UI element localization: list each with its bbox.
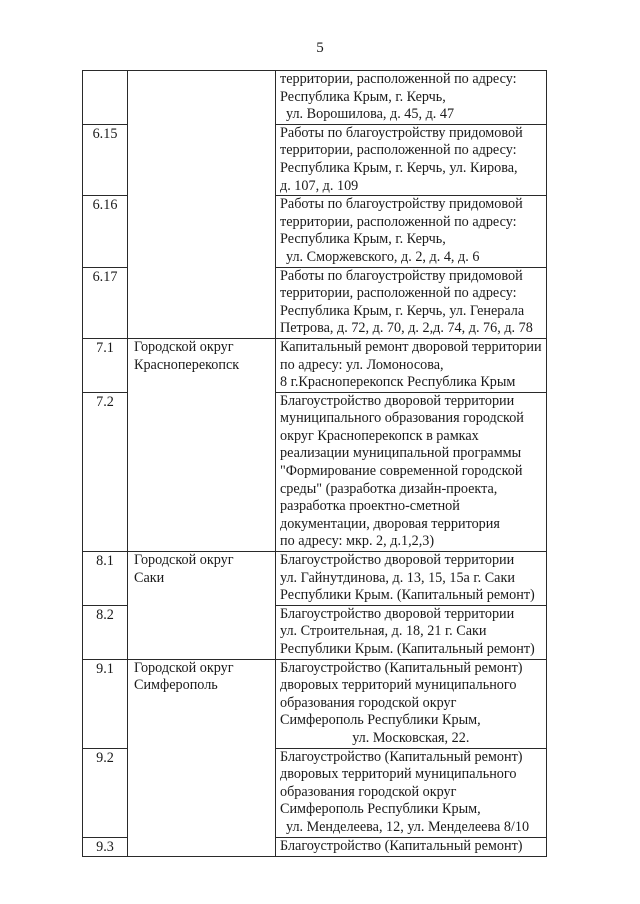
item-description: [276, 196, 547, 267]
description-line: 8 г.Красноперекопск Республика Крым: [280, 374, 516, 391]
item-number: 6.15: [83, 124, 128, 195]
description-line: Благоустройство дворовой территории: [280, 605, 515, 622]
item-description: [276, 124, 547, 195]
municipality-line: Саки: [134, 569, 165, 586]
description-line: Работы по благоустройству придомовой: [280, 124, 523, 141]
item-number: 6.16: [83, 196, 128, 267]
municipality-line: Симферополь: [134, 677, 218, 694]
description-line: Благоустройство (Капитальный ремонт): [280, 748, 523, 765]
item-description: [276, 552, 547, 606]
item-number: 7.2: [83, 392, 128, 551]
item-number: 8.2: [83, 605, 128, 659]
description-line: ул. Сморжевского, д. 2, д. 4, д. 6: [286, 248, 480, 265]
description-line: Симферополь Республики Крым,: [280, 801, 481, 818]
item-description: [276, 338, 547, 392]
municipality-line: Красноперекопск: [134, 356, 240, 373]
table-row: [83, 552, 547, 606]
description-line: Республика Крым, г. Керчь, ул. Кирова,: [280, 159, 518, 176]
description-line: Республика Крым, г. Керчь,: [280, 231, 446, 248]
description-line: по адресу: мкр. 2, д.1,2,3): [280, 533, 435, 550]
municipality-cell: [128, 71, 276, 339]
description-line: образования городской округ: [280, 783, 457, 800]
table-row: [83, 338, 547, 392]
description-line: территории, расположенной по адресу:: [280, 142, 517, 159]
description-line: Республика Крым, г. Керчь,: [280, 88, 446, 105]
description-line: территории, расположенной по адресу:: [280, 71, 517, 87]
municipality-line: Городской округ: [134, 659, 234, 676]
description-line: образования городской округ: [280, 694, 457, 711]
municipality-cell: [128, 659, 276, 857]
item-description: [276, 392, 547, 551]
description-line: д. 107, д. 109: [280, 177, 359, 194]
description-line: Работы по благоустройству придомовой: [280, 267, 523, 284]
description-line: ул. Московская, 22.: [352, 729, 470, 746]
item-number: 9.3: [83, 837, 128, 857]
works-table: [82, 70, 547, 857]
description-line: среды" (разработка дизайн-проекта,: [280, 480, 498, 497]
description-line: Благоустройство дворовой территории: [280, 552, 515, 569]
description-line: Симферополь Республики Крым,: [280, 712, 481, 729]
item-description: [276, 605, 547, 659]
description-line: дворовых территорий муниципального: [280, 677, 517, 694]
description-line: территории, расположенной по адресу:: [280, 213, 517, 230]
item-number: 9.2: [83, 748, 128, 837]
description-line: Республики Крым. (Капитальный ремонт): [280, 641, 535, 657]
municipality-line: Городской округ: [134, 552, 234, 569]
description-line: разработка проектно-сметной: [280, 498, 460, 515]
municipality-cell: [128, 338, 276, 551]
item-description: [276, 659, 547, 748]
item-number: 9.1: [83, 659, 128, 748]
description-line: ул. Ворошилова, д. 45, д. 47: [286, 106, 455, 123]
description-line: "Формирование современной городской: [280, 463, 523, 480]
municipality-cell: [128, 552, 276, 660]
description-line: реализации муниципальной программы: [280, 445, 522, 462]
description-line: Работы по благоустройству придомовой: [280, 196, 523, 213]
item-number: [83, 71, 128, 125]
item-description: [276, 71, 547, 125]
municipality-line: Городской округ: [134, 338, 234, 355]
description-line: Республики Крым. (Капитальный ремонт): [280, 587, 535, 604]
description-line: ул. Гайнутдинова, д. 13, 15, 15а г. Саки: [280, 569, 515, 586]
description-line: по адресу: ул. Ломоносова,: [280, 356, 444, 373]
table-row: [83, 659, 547, 748]
page-number: 5: [316, 40, 324, 56]
description-line: Петрова, д. 72, д. 70, д. 2,д. 74, д. 76, д. 78: [280, 320, 533, 337]
description-line: ул. Строительная, д. 18, 21 г. Саки: [280, 623, 487, 640]
description-line: ул. Менделеева, 12, ул. Менделеева 8/10: [286, 818, 530, 835]
description-line: территории, расположенной по адресу:: [280, 285, 517, 302]
item-number: 8.1: [83, 552, 128, 606]
item-number: 6.17: [83, 267, 128, 338]
description-line: Благоустройство (Капитальный ремонт): [280, 837, 523, 854]
description-line: Благоустройство (Капитальный ремонт): [280, 659, 523, 676]
item-description: [276, 748, 547, 837]
description-line: дворовых территорий муниципального: [280, 766, 517, 783]
description-line: округ Красноперекопск в рамках: [280, 427, 479, 444]
description-line: муниципального образования городской: [280, 410, 524, 427]
description-line: Капитальный ремонт дворовой территории: [280, 338, 542, 355]
item-description: [276, 837, 547, 857]
item-description: [276, 267, 547, 338]
item-number: 7.1: [83, 338, 128, 392]
description-line: Республика Крым, г. Керчь, ул. Генерала: [280, 302, 525, 319]
description-line: документации, дворовая территория: [280, 515, 500, 532]
description-line: Благоустройство дворовой территории: [280, 392, 515, 409]
table-row: [83, 71, 547, 125]
